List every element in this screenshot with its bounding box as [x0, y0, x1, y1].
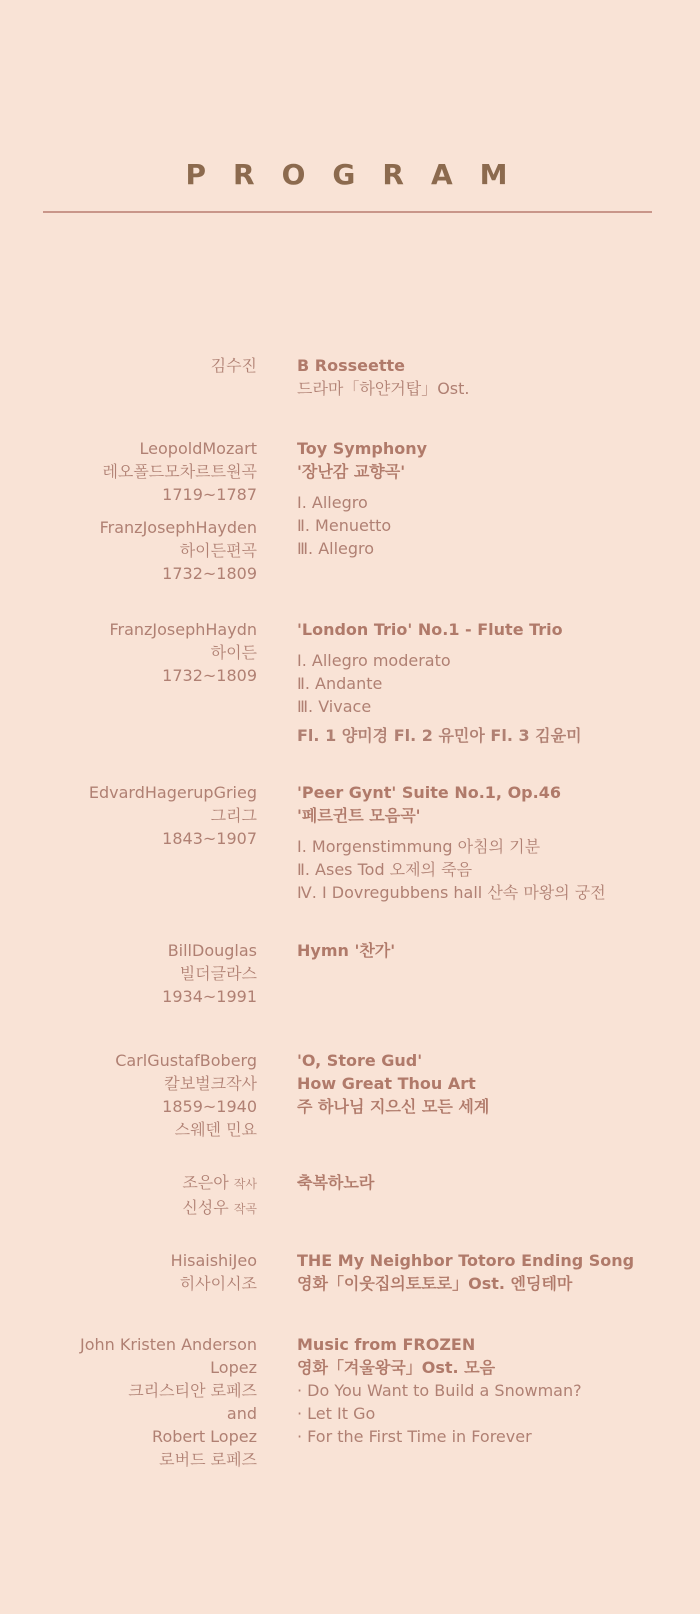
composer	[211, 354, 257, 377]
work	[297, 1333, 582, 1448]
work-title: 주 하나님 지으신 모든 세계	[297, 1097, 490, 1116]
spacer	[297, 483, 427, 491]
work-title: 축복하노라	[297, 1173, 375, 1192]
title-divider	[43, 211, 652, 213]
composer	[100, 437, 257, 585]
composer-line: 스웨덴 민요	[174, 1120, 257, 1139]
composer-line: BillDouglas	[167, 941, 257, 960]
composer-line	[182, 1196, 257, 1221]
work-title: THE My Neighbor Totoro Ending Song	[297, 1251, 635, 1270]
work	[297, 437, 427, 560]
composer-line: EdvardHagerupGrieg	[88, 783, 257, 802]
song-item: · Do You Want to Build a Snowman?	[297, 1381, 582, 1400]
movement: Ⅰ. Morgenstimmung 아침의 기분	[297, 837, 541, 856]
composer-line: Lopez	[210, 1358, 257, 1377]
work-title: 'O, Store Gud'	[297, 1051, 423, 1070]
composer-line: 그리그	[210, 806, 257, 825]
composer	[80, 1333, 257, 1471]
composer-line: 칼보벌크작사	[164, 1074, 257, 1093]
composer-line: 1934~1991	[162, 987, 257, 1006]
composer-line: FranzJosephHaydn	[109, 620, 257, 639]
work-line: 드라마「하얀거탑」Ost.	[297, 379, 470, 398]
work	[297, 781, 606, 904]
work	[297, 1171, 374, 1194]
composer	[171, 1249, 257, 1295]
composer-line: 1843~1907	[162, 829, 257, 848]
composer	[109, 618, 257, 687]
spacer	[297, 641, 582, 649]
spacer	[100, 506, 257, 516]
work-title: Hymn '찬가'	[297, 941, 396, 960]
lyricist-role: 작사	[233, 1177, 257, 1191]
song-item: · Let It Go	[297, 1404, 376, 1423]
work-title: '장난감 교향곡'	[297, 462, 406, 481]
work-title: Toy Symphony	[297, 439, 428, 458]
composer-line: 김수진	[210, 356, 257, 375]
players: Fl. 1 양미경 Fl. 2 유민아 Fl. 3 김윤미	[297, 726, 582, 745]
composer-line: 로버드 로페즈	[159, 1450, 257, 1469]
composer-line: 크리스티안 로페즈	[128, 1381, 257, 1400]
composer-name: 신성우	[182, 1198, 229, 1217]
work-title: Music from FROZEN	[297, 1335, 476, 1354]
movement: Ⅱ. Menuetto	[297, 516, 392, 535]
work-title: 영화「겨울왕국」Ost. 모음	[297, 1358, 496, 1377]
work-title: 영화「이웃집의토토로」Ost. 엔딩테마	[297, 1274, 573, 1293]
movement: Ⅱ. Andante	[297, 674, 383, 693]
composer-line: 히사이시조	[179, 1274, 257, 1293]
work-title: '페르귄트 모음곡'	[297, 806, 421, 825]
composer	[115, 1049, 257, 1141]
movement: Ⅱ. Ases Tod 오제의 죽음	[297, 860, 473, 879]
composer-line: 1732~1809	[162, 666, 257, 685]
composer-line: 빌더글라스	[179, 964, 257, 983]
arranger-line: 1732~1809	[162, 564, 257, 583]
work	[297, 1249, 634, 1295]
work-title: B Rosseette	[297, 356, 405, 375]
movement: Ⅲ. Allegro	[297, 539, 375, 558]
arranger-line: FranzJosephHayden	[99, 518, 257, 537]
composer	[162, 939, 257, 1008]
song-item: · For the First Time in Forever	[297, 1427, 532, 1446]
lyricist-line	[182, 1171, 257, 1196]
composer-role: 작곡	[233, 1202, 257, 1216]
work	[297, 1049, 489, 1118]
composer-line: 레오폴드모차르트원곡	[102, 462, 257, 481]
lyricist-name: 조은아	[182, 1173, 229, 1192]
work-title: How Great Thou Art	[297, 1074, 476, 1093]
work-title: 'Peer Gynt' Suite No.1, Op.46	[297, 783, 561, 802]
movement: Ⅰ. Allegro moderato	[297, 651, 451, 670]
work	[297, 618, 582, 747]
composer-line: 1719~1787	[162, 485, 257, 504]
work-title: 'London Trio' No.1 - Flute Trio	[297, 620, 563, 639]
composer-line: LeopoldMozart	[139, 439, 257, 458]
composer	[89, 781, 257, 850]
work	[297, 939, 395, 962]
movement: Ⅲ. Vivace	[297, 697, 372, 716]
work	[297, 354, 469, 400]
spacer	[297, 827, 606, 835]
composer-line: CarlGustafBoberg	[115, 1051, 257, 1070]
movement: Ⅰ. Allegro	[297, 493, 368, 512]
composer	[182, 1171, 257, 1221]
movement: Ⅳ. I Dovregubbens hall 산속 마왕의 궁전	[297, 883, 606, 902]
composer-line: 1859~1940	[162, 1097, 257, 1116]
composer-line: Robert Lopez	[152, 1427, 257, 1446]
composer-line: John Kristen Anderson	[80, 1335, 257, 1354]
composer-line: 하이든	[210, 643, 257, 662]
page-title: PROGRAM	[185, 158, 535, 191]
composer-line: and	[226, 1404, 257, 1423]
composer-line: HisaishiJeo	[170, 1251, 257, 1270]
arranger-line: 하이든편곡	[179, 541, 257, 560]
